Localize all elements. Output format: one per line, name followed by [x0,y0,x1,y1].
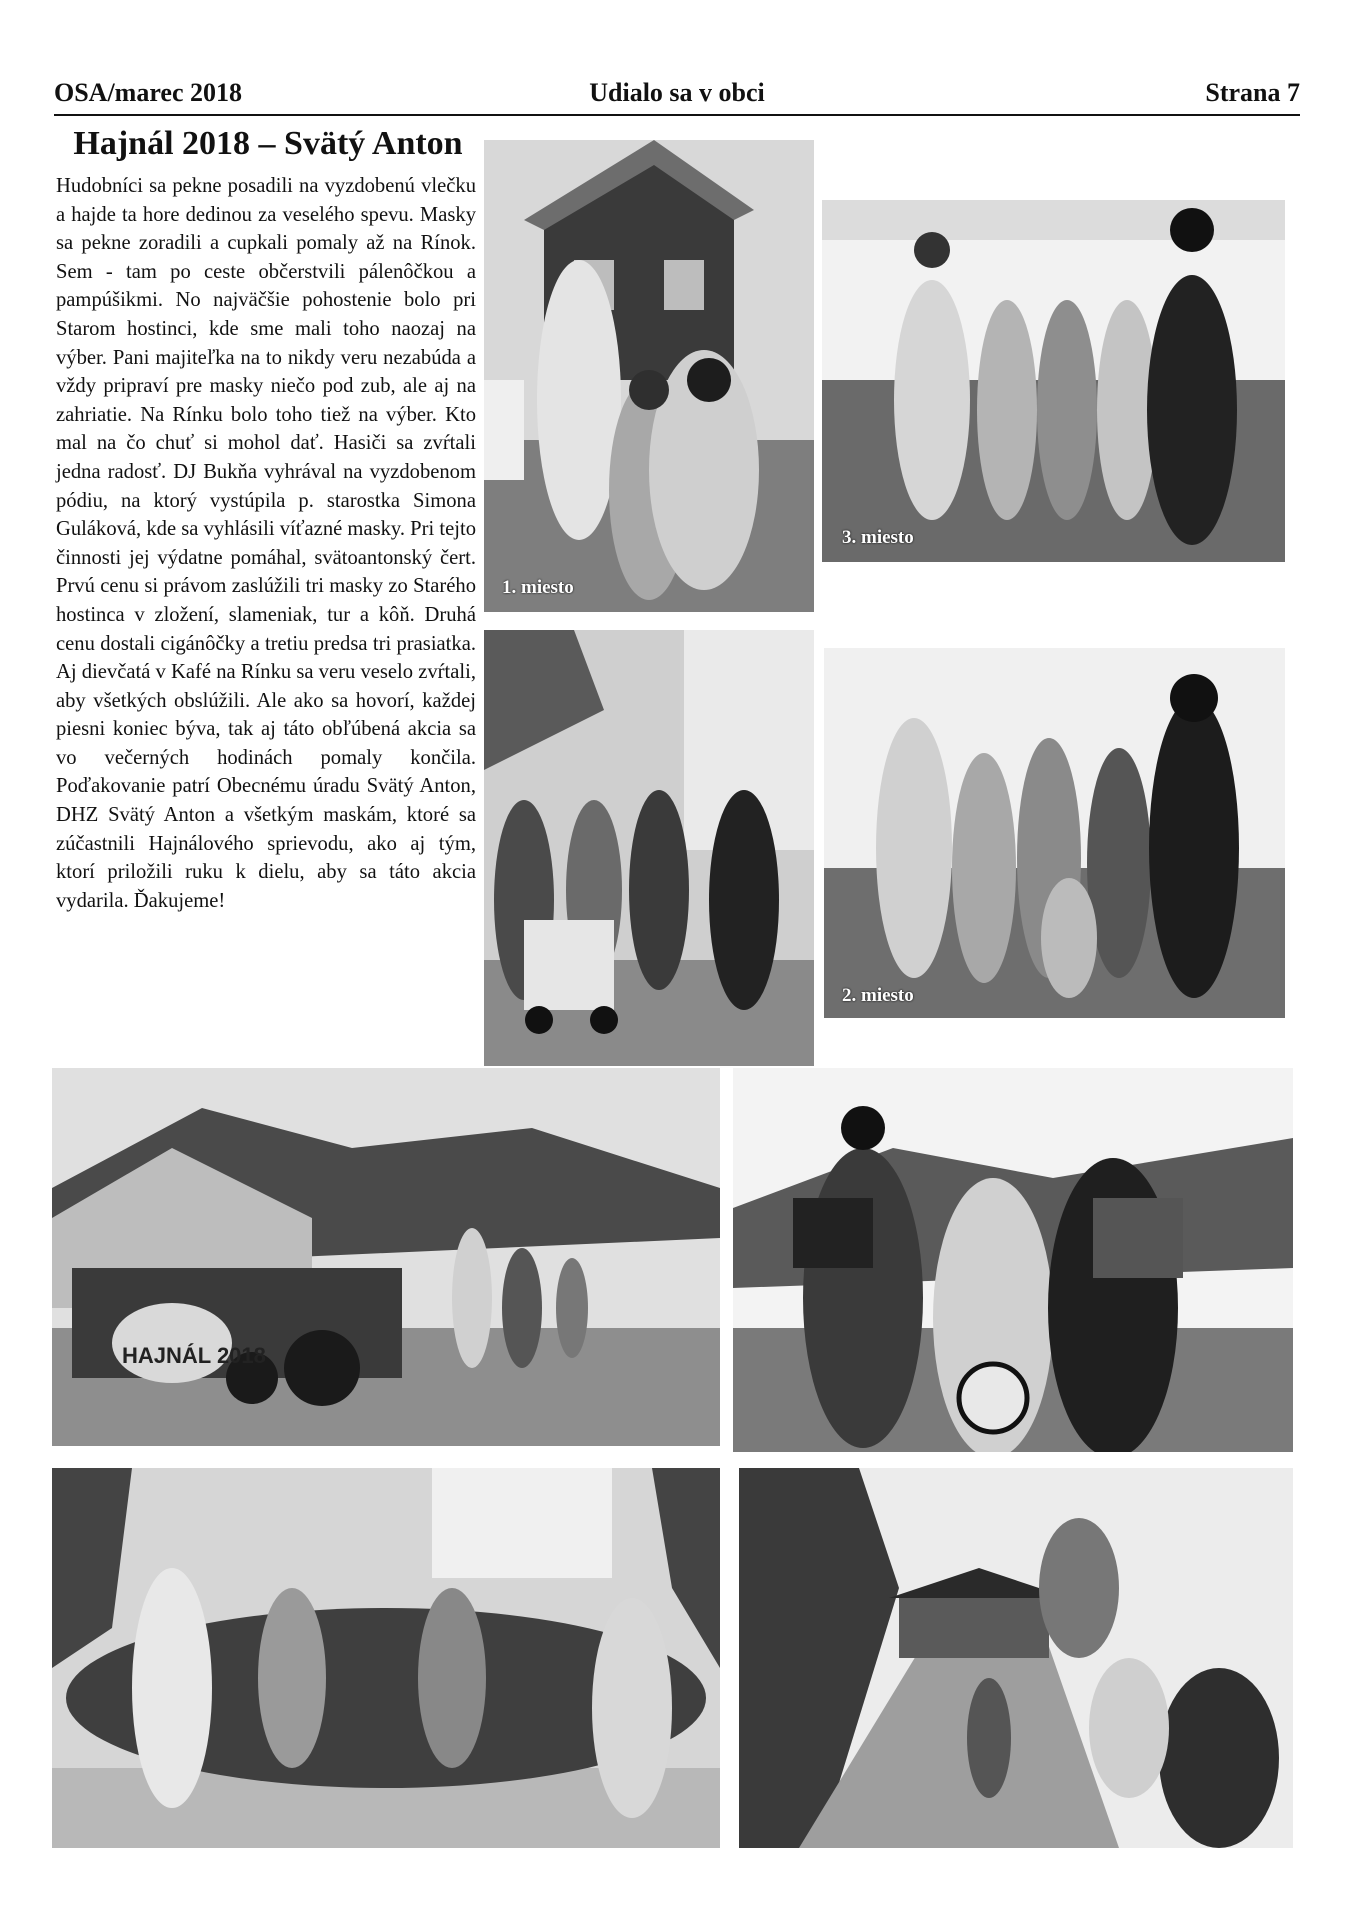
article-body: Hudobníci sa pekne posadili na vyzdobenú vlečku a hajde ta hore dedinou za veselého spevu. Masky sa pekne zoradili a cupkali pomaly až na Rínok. Sem - tam po ceste občerstvili pálenôčkou a pampúšikmi. No najväčšie pohostenie bolo pri Starom hostinci, kde sme mali toho naozaj na výber. Pani majiteľka na to nikdy veru nezabúda a vždy pripraví pre masky niečo pod zub, ale aj na zahriatie. Na Rínku bolo toho tiež na výber. Kto mal na čo chuť si mohol dať. Hasiči sa zvŕtali jedna radosť. DJ Bukňa vyhrával na vyzdobenom pódiu, na ktorý vystúpila p. starostka Simona Guláková, kde sa vyhlásili víťazné masky. Pri tejto činnosti jej výdatne pomáhal, svätoantonský čert. Prvú cenu si právom zaslúžili tri masky zo Starého hostinca v zložení, slameniak, tur a kôň. Druhá cenu dostali cigánôčky a tretiu predsa tri prasiatka. Aj dievčatá v Kafé na Rínku sa veru veselo zvŕtali, aby všetkých obslúžili. Ale ako sa hovorí, každej piesni koniec býva, tak aj táto obľúbená akcia sa vo večerných hodinách pomaly končila. Poďakovanie patrí Obecnému úradu Svätý Anton, DHZ Svätý Anton a všetkým maskám, ktoré sa zúčastnili Hajnálového sprievodu, ako aj tým, ktorí priložili ruku k dielu, aby sa táto akcia vydarila. Ďakujeme! [56,175,476,912]
photo-musicians [733,1068,1293,1452]
photo-third-place-stage [822,200,1285,562]
photo-first-place-masks [484,140,814,612]
issue-label: OSA/marec 2018 [54,78,242,107]
page-header [54,78,1300,116]
photo-procession-stroller [484,630,814,1066]
page-number: Strana 7 [1205,78,1300,107]
photo-group [52,1468,720,1848]
article-title: Hajnál 2018 – Svätý Anton [73,125,463,162]
caption-second-place: 2. miesto [842,985,914,1006]
photo-tractor-trailer [52,1068,720,1446]
banner-text: HAJNÁL 2018 [122,1343,266,1368]
caption-third-place: 3. miesto [842,527,914,548]
photo-second-place-stage [824,648,1285,1018]
section-title: Udialo sa v obci [589,78,765,107]
caption-first-place: 1. miesto [502,577,574,598]
photo-market-street [739,1468,1293,1848]
